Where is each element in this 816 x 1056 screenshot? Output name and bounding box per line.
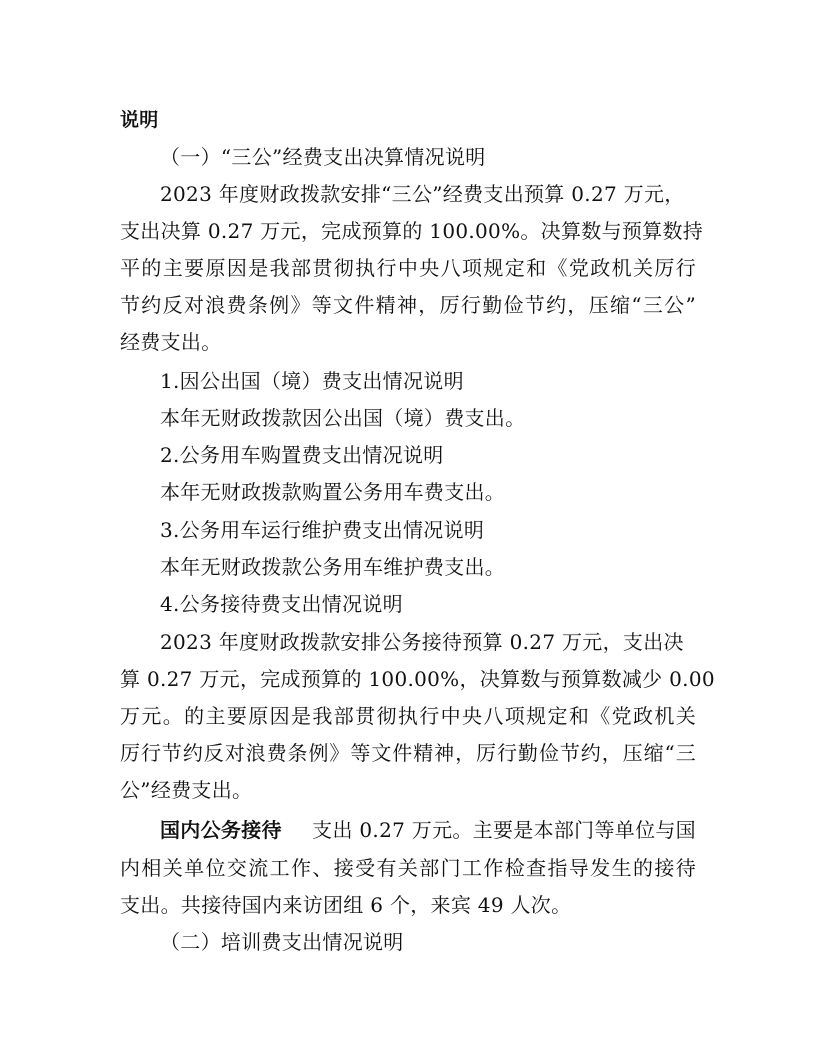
heading: 说明: [120, 109, 159, 131]
subsection3-title: 3.公务用车运行维护费支出情况说明: [160, 518, 485, 542]
section1-title: （一）“三公”经费支出决算情况说明: [160, 145, 486, 169]
paragraph5-line3: 支出。共接待国内来访团组 6 个，来宾 49 人次。: [120, 893, 572, 917]
subsection2-text: 本年无财政拨款购置公务用车费支出。: [160, 480, 506, 504]
paragraph1-line2: 支出决算 0.27 万元，完成预算的 100.00%。决算数与预算数持: [120, 219, 704, 243]
paragraph1-line5: 经费支出。: [120, 330, 222, 354]
paragraph5-line1: [160, 818, 696, 842]
subsection2-title: 2.公务用车购置费支出情况说明: [160, 443, 444, 467]
paragraph5-line2: 内相关单位交流工作、接受有关部门工作检查指导发生的接待: [120, 856, 696, 880]
paragraph1-line1: 2023 年度财政拨款安排“三公”经费支出预算 0.27 万元，: [160, 182, 685, 206]
paragraph4-line4: 厉行节约反对浪费条例》等文件精神，厉行勤俭节约，压缩“三: [120, 741, 696, 765]
domestic-reception-label: 国内公务接待: [160, 818, 282, 842]
subsection1-title: 1.因公出国（境）费支出情况说明: [160, 369, 464, 393]
paragraph5-line1-text: 支出 0.27 万元。主要是本部门等单位与国: [312, 818, 696, 842]
paragraph1-line4: 节约反对浪费条例》等文件精神，厉行勤俭节约，压缩“三公”: [120, 293, 696, 317]
paragraph4-line2: 算 0.27 万元，完成预算的 100.00%，决算数与预算数减少 0.00: [120, 667, 715, 691]
paragraph4-line1: 2023 年度财政拨款安排公务接待预算 0.27 万元，支出决: [160, 630, 684, 654]
paragraph4-line5: 公”经费支出。: [120, 778, 253, 802]
paragraph4-line3: 万元。的主要原因是我部贯彻执行中央八项规定和《党政机关: [120, 704, 696, 728]
subsection4-title: 4.公务接待费支出情况说明: [160, 592, 403, 616]
subsection3-text: 本年无财政拨款公务用车维护费支出。: [160, 555, 506, 579]
paragraph1-line3: 平的主要原因是我部贯彻执行中央八项规定和《党政机关厉行: [120, 256, 696, 280]
subsection1-text: 本年无财政拨款因公出国（境）费支出。: [160, 406, 526, 430]
section2-title: （二）培训费支出情况说明: [160, 930, 404, 954]
